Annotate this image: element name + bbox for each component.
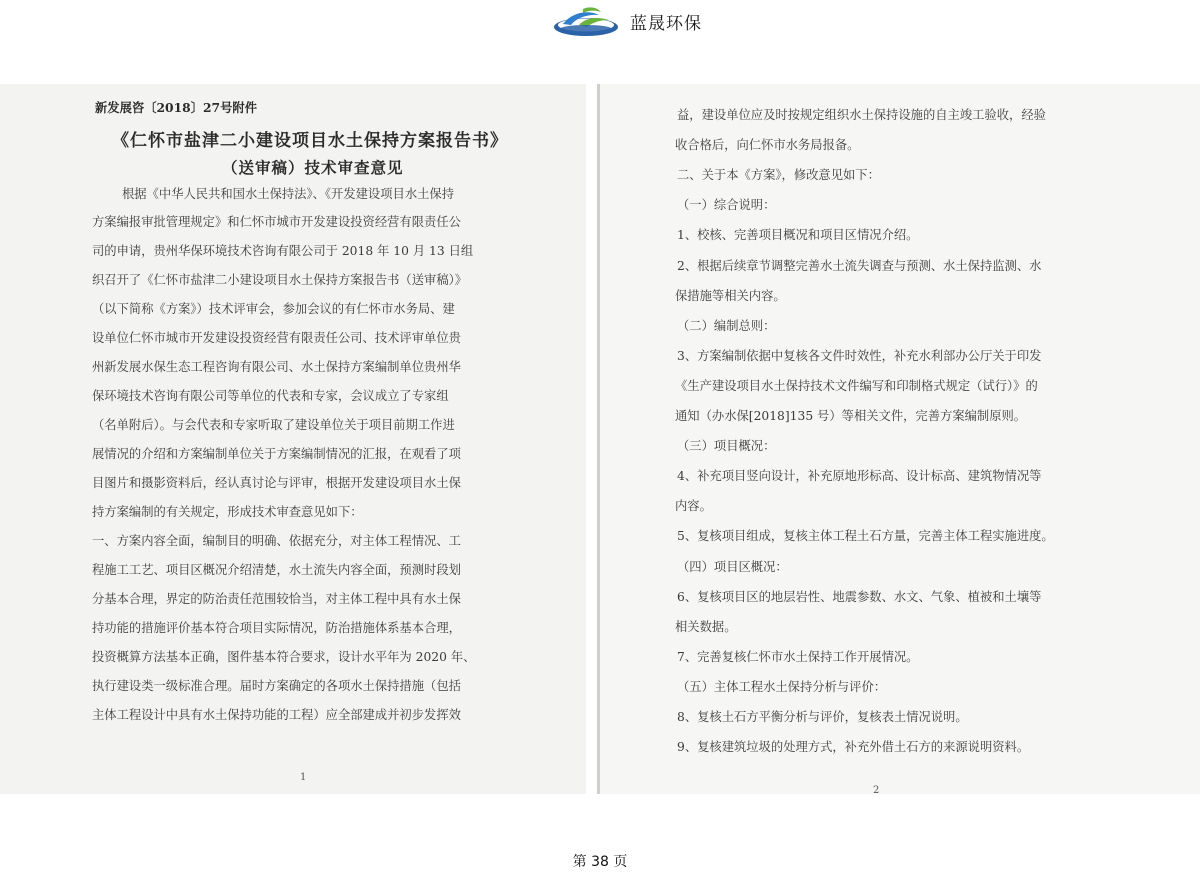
left-text-line: （名单附后）。与会代表和专家听取了建设单位关于项目前期工作进	[92, 418, 455, 432]
left-text-line: 程施工工艺、项目区概况介绍清楚，水土流失内容全面，预测时段划	[92, 563, 461, 577]
page-footer-number: 第 38 页	[572, 854, 628, 870]
left-text-line: （送审稿）技术审查意见	[222, 158, 404, 177]
left-text-line: 设单位仁怀市城市开发建设投资经营有限责任公司、技术评审单位贵	[92, 331, 461, 345]
right-text-line: （二）编制总则：	[677, 318, 776, 333]
right-text-line: （四）项目区概况：	[677, 559, 788, 574]
right-text-line: 9、复核建筑垃圾的处理方式，补充外借土石方的来源说明资料。	[677, 740, 1030, 755]
scan-edge-shadow	[597, 84, 600, 794]
left-text-line: 执行建设类一级标准合理。届时方案确定的各项水土保持措施（包括	[92, 679, 461, 693]
left-text-line: 州新发展水保生态工程咨询有限公司、水土保持方案编制单位贵州华	[92, 360, 461, 374]
left-text-line: 织召开了《仁怀市盐津二小建设项目水土保持方案报告书（送审稿）》	[92, 273, 468, 287]
left-text-line: 投资概算方法基本正确，图件基本符合要求，设计水平年为 2020 年、	[92, 650, 476, 664]
right-text-line: 3、方案编制依据中复核各文件时效性，补充水利部办公厅关于印发	[677, 348, 1042, 363]
right-text-line: 1、校核、完善项目概况和项目区情况介绍。	[677, 228, 919, 243]
right-text-line: 二、关于本《方案》，修改意见如下：	[677, 168, 880, 183]
left-text-line: 新发展咨〔2018〕27号附件	[95, 100, 258, 115]
right-text-line: 2、根据后续章节调整完善水土流失调查与预测、水土保持监测、水	[677, 258, 1042, 273]
right-text-line: 收合格后，向仁怀市水务局报备。	[675, 138, 860, 153]
right-text-line: 内容。	[675, 499, 712, 514]
left-text-line: 持功能的措施评价基本符合项目实际情况，防治措施体系基本合理，	[92, 621, 461, 635]
left-text-line: 《仁怀市盐津二小建设项目水土保持方案报告书》	[112, 131, 508, 151]
right-text-line: 相关数据。	[675, 619, 737, 634]
lansheng-logo	[553, 5, 619, 37]
right-text-line: 5、复核项目组成，复核主体工程土石方量，完善主体工程实施进度。	[677, 529, 1054, 544]
left-text-line: 分基本合理，界定的防治责任范围较恰当，对主体工程中具有水土保	[92, 592, 461, 606]
left-text-line: 展情况的介绍和方案编制单位关于方案编制情况的汇报，在观看了项	[92, 447, 461, 461]
header	[0, 0, 1200, 44]
right-text-line: （三）项目概况：	[677, 439, 776, 454]
right-text-line: 益，建设单位应及时按规定组织水土保持设施的自主竣工验收，经验	[677, 108, 1046, 122]
scanned-page-left	[0, 84, 586, 794]
right-text-line: 7、完善复核仁怀市水土保持工作开展情况。	[677, 649, 919, 664]
left-page-number: 1	[300, 772, 307, 783]
left-text-line: 主体工程设计中具有水土保持功能的工程）应全部建成并初步发挥效	[92, 708, 461, 722]
left-text-line: 方案编报审批管理规定》和仁怀市城市开发建设投资经营有限责任公	[92, 215, 461, 229]
right-text-line: 《生产建设项目水土保持技术文件编写和印制格式规定（试行）》的	[675, 378, 1038, 393]
right-text-line: 通知（办水保[2018]135 号）等相关文件，完善方案编制原则。	[675, 409, 1027, 423]
left-text-line: 保环境技术咨询有限公司等单位的代表和专家，会议成立了专家组	[92, 389, 449, 403]
left-text-line: 一、方案内容全面，编制目的明确、依据充分，对主体工程情况、工	[92, 534, 461, 548]
left-text-line: 司的申请，贵州华保环境技术咨询有限公司于 2018 年 10 月 13 日组	[92, 244, 474, 258]
left-text-line: 根据《中华人民共和国水土保持法》、《开发建设项目水土保持	[122, 187, 455, 201]
right-text-line: （五）主体工程水土保持分析与评价：	[677, 679, 887, 694]
right-page-number: 2	[873, 785, 880, 794]
left-text-line: （以下简称《方案》）技术评审会，参加会议的有仁怀市水务局、建	[92, 302, 455, 316]
left-text-line: 持方案编制的有关规定，形成技术审查意见如下：	[92, 505, 363, 519]
right-text-line: 8、复核土石方平衡分析与评价，复核表土情况说明。	[677, 710, 968, 724]
right-text-line: 6、复核项目区的地层岩性、地震参数、水文、气象、植被和土壤等	[677, 589, 1042, 604]
right-text-line: 4、补充项目竖向设计，补充原地形标高、设计标高、建筑物情况等	[677, 469, 1042, 484]
left-text-line: 目图片和摄影资料后，经认真讨论与评审，根据开发建设项目水土保	[92, 476, 461, 490]
right-text-line: 保措施等相关内容。	[675, 288, 786, 303]
brand-name: 蓝晟环保	[630, 14, 702, 34]
scanned-page-right	[597, 84, 1200, 794]
right-text-line: （一）综合说明：	[677, 198, 776, 213]
